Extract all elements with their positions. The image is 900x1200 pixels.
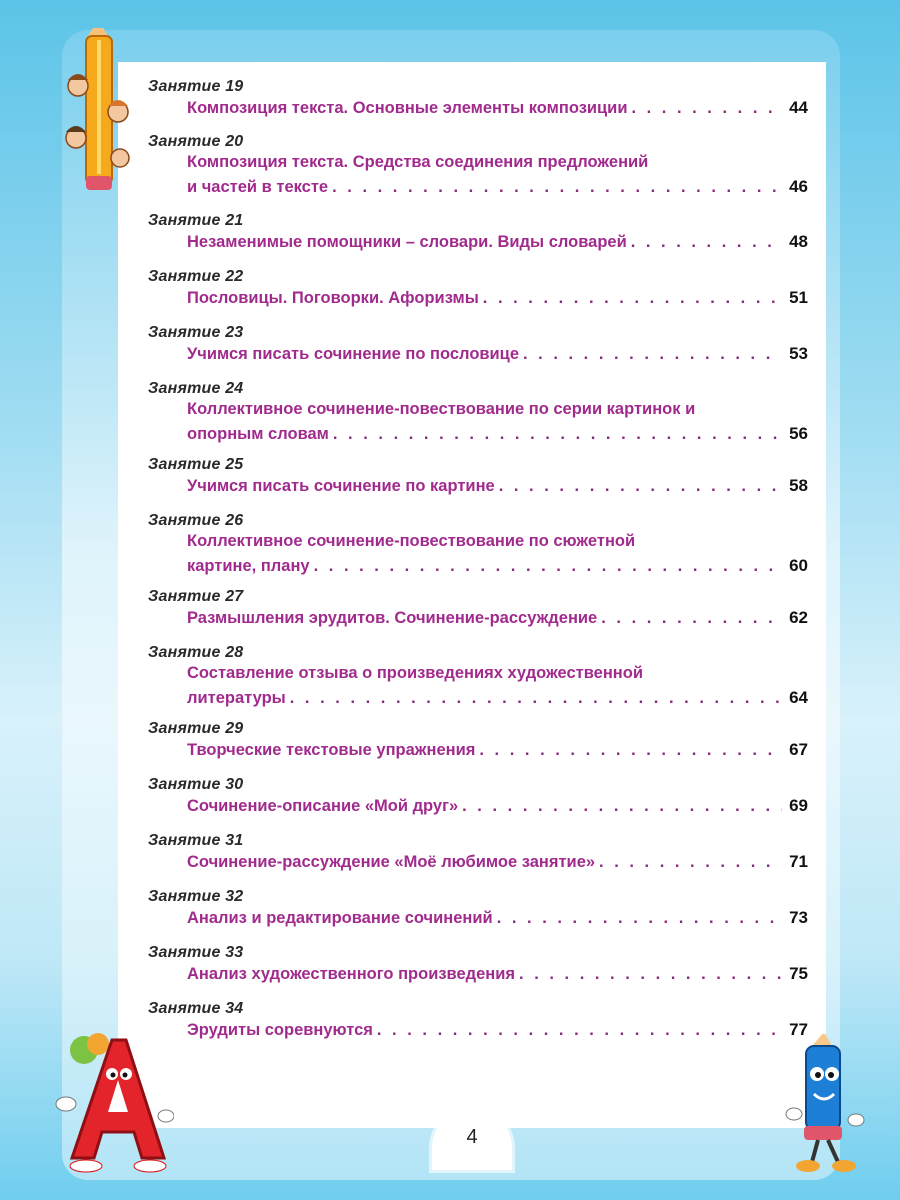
entry-title: Размышления эрудитов. Сочинение-рассуждение <box>187 609 598 627</box>
lesson-label: Занятие 33 <box>148 944 244 961</box>
entry-title-first-line: Композиция текста. Средства соединения предложений <box>187 153 649 171</box>
lesson-label: Занятие 25 <box>148 456 244 473</box>
dot-leader <box>332 178 782 197</box>
dot-leader <box>497 909 782 928</box>
dot-leader <box>523 345 782 364</box>
dot-leader <box>631 233 782 252</box>
dot-leader <box>483 289 782 308</box>
page-ref: 77 <box>789 1020 808 1039</box>
lesson-label: Занятие 32 <box>148 888 244 905</box>
page-ref: 62 <box>789 608 808 627</box>
page-ref: 64 <box>789 688 808 707</box>
page-ref: 44 <box>789 98 808 117</box>
entry-title-line <box>187 1020 808 1040</box>
entry-title-line <box>187 424 808 444</box>
toc-panel <box>118 62 826 1128</box>
entry-title-line <box>187 608 808 628</box>
entry-title: опорным словам <box>187 425 329 443</box>
letter-a-character <box>54 1026 174 1176</box>
page-ref: 53 <box>789 344 808 363</box>
lesson-label: Занятие 21 <box>148 212 244 229</box>
lesson-label: Занятие 28 <box>148 644 244 661</box>
lesson-label: Занятие 30 <box>148 776 244 793</box>
page-ref: 48 <box>789 232 808 251</box>
entry-title: Незаменимые помощники – словари. Виды словарей <box>187 233 627 251</box>
entry-title-line <box>187 288 808 308</box>
entry-title-line <box>187 852 808 872</box>
entry-title-line <box>187 476 808 496</box>
entry-title: Пословицы. Поговорки. Афоризмы <box>187 289 479 307</box>
entry-title-line <box>187 556 808 576</box>
entry-title: Сочинение-описание «Мой друг» <box>187 797 459 815</box>
entry-title-line <box>187 177 808 197</box>
entry-title: Учимся писать сочинение по картине <box>187 477 495 495</box>
page-ref: 69 <box>789 796 808 815</box>
entry-title-line <box>187 688 808 708</box>
dot-leader <box>377 1021 782 1040</box>
lesson-label: Занятие 24 <box>148 380 244 397</box>
lesson-label: Занятие 27 <box>148 588 244 605</box>
entry-title: Сочинение-рассуждение «Моё любимое занятие» <box>187 853 596 871</box>
entry-title-first-line: Коллективное сочинение-повествование по сюжетной <box>187 532 636 550</box>
lesson-label: Занятие 29 <box>148 720 244 737</box>
entry-title: Анализ художественного произведения <box>187 965 516 983</box>
page-ref: 51 <box>789 288 808 307</box>
dot-leader <box>599 853 782 872</box>
lesson-label: Занятие 20 <box>148 133 244 150</box>
entry-title: и частей в тексте <box>187 178 329 196</box>
entry-title-line <box>187 232 808 252</box>
page-ref: 67 <box>789 740 808 759</box>
entry-title: Композиция текста. Основные элементы композиции <box>187 99 628 117</box>
entry-title: Учимся писать сочинение по пословице <box>187 345 519 363</box>
dot-leader <box>601 609 782 628</box>
pencil-character <box>782 1034 872 1174</box>
page-number: 4 <box>466 1126 478 1148</box>
dot-leader <box>314 557 782 576</box>
entry-title: картине, плану <box>187 557 310 575</box>
entry-title: Эрудиты соревнуются <box>187 1021 373 1039</box>
entry-title: Анализ и редактирование сочинений <box>187 909 493 927</box>
lesson-label: Занятие 34 <box>148 1000 244 1017</box>
page-ref: 73 <box>789 908 808 927</box>
entry-title-line <box>187 796 808 816</box>
page-ref: 75 <box>789 964 808 983</box>
dot-leader <box>290 689 782 708</box>
dot-leader <box>462 797 782 816</box>
page-ref: 71 <box>789 852 808 871</box>
lesson-label: Занятие 19 <box>148 78 244 95</box>
dot-leader <box>631 99 782 118</box>
entry-title-line <box>187 740 808 760</box>
page-ref: 56 <box>789 424 808 443</box>
lesson-label: Занятие 23 <box>148 324 244 341</box>
page-ref: 60 <box>789 556 808 575</box>
entry-title-line <box>187 344 808 364</box>
lesson-label: Занятие 31 <box>148 832 244 849</box>
lesson-label: Занятие 26 <box>148 512 244 529</box>
page-ref: 58 <box>789 476 808 495</box>
entry-title-first-line: Составление отзыва о произведениях художественной <box>187 664 643 682</box>
dot-leader <box>333 425 782 444</box>
entry-title: литературы <box>187 689 286 707</box>
dot-leader <box>479 741 782 760</box>
dot-leader <box>499 477 782 496</box>
entry-title: Творческие текстовые упражнения <box>187 741 476 759</box>
page-ref: 46 <box>789 177 808 196</box>
entry-title-first-line: Коллективное сочинение-повествование по серии картинок и <box>187 400 696 418</box>
entry-title-line <box>187 98 808 118</box>
dot-leader <box>519 965 782 984</box>
entry-title-line <box>187 908 808 928</box>
lesson-label: Занятие 22 <box>148 268 244 285</box>
pencil-kids-illustration <box>52 28 142 198</box>
entry-title-line <box>187 964 808 984</box>
